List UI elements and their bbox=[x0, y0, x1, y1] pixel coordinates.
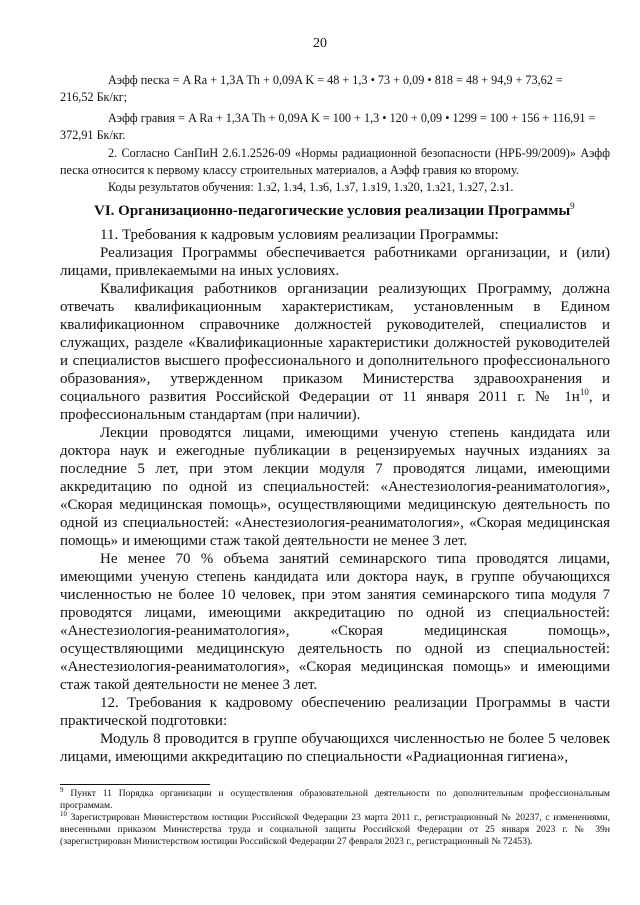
paragraph-module-8: Модуль 8 проводится в группе обучающихся численностью не более 5 человек лицами, имеющими аккредитацию по специальности «Радиационная гигиена», bbox=[60, 731, 610, 765]
footnotes bbox=[60, 785, 610, 848]
formula-gravel-result: 372,91 Бк/кг. bbox=[60, 128, 126, 142]
paragraph-11: 11. Требования к кадровым условиям реализации Программы: bbox=[100, 227, 499, 243]
footnote-10-mark: 10 bbox=[60, 809, 67, 818]
notes-block bbox=[60, 145, 610, 196]
formula-sand bbox=[60, 72, 610, 106]
footnote-9-mark: 9 bbox=[60, 785, 64, 794]
paragraph-realization: Реализация Программы обеспечивается работниками организации, и (или) лицами, привлекаемыми на иных условиях. bbox=[60, 245, 610, 279]
body-text bbox=[60, 226, 610, 766]
footnote-ref-9: 9 bbox=[570, 201, 575, 211]
footnote-9-text: Пункт 11 Порядка организации и осуществления образовательной деятельности по дополнительным профессиональным программам. bbox=[60, 788, 610, 811]
footnote-10-text: Зарегистрирован Министерством юстиции Российской Федерации 23 марта 2011 г., регистрационный № 20237, с изменениями, внесенными приказом Министерства труда и социальной защиты Российской Федерации от 25 января 2023 г. № 39н (зарегистрирован Министерством юстиции Российской Федерации 27 февраля 2023 г., регистрационный № 72453). bbox=[60, 812, 610, 847]
paragraph-seminars: Не менее 70 % объема занятий семинарского типа проводятся лицами, имеющими ученую степень кандидата или доктора наук, в группе обучающихся численностью не более 10 человек, при этом занятия семинарского типа модуля 7 проводятся лицами, имеющими аккредитацию по одной из специальностей: «Анестезиология-реаниматология», «Скорая медицинская помощь», осуществляющими медицинскую деятельность по одной из специальностей: «Анестезиология-реаниматология», «Скорая медицинская помощь» и имеющими стаж такой деятельности не менее 3 лет. bbox=[60, 551, 610, 693]
learning-codes: Коды результатов обучения: 1.з2, 1.з4, 1.з6, 1.з7, 1.з19, 1.з20, 1.з21, 1.з27, 2.з1. bbox=[108, 180, 514, 194]
footnote-9 bbox=[60, 785, 610, 812]
paragraph-12: 12. Требования к кадровому обеспечению реализации Программы в части практической подготовки: bbox=[60, 695, 610, 729]
section-heading bbox=[94, 201, 575, 220]
section-heading-text: VI. Организационно-педагогические условия реализации Программы bbox=[94, 203, 571, 219]
page-number: 20 bbox=[313, 36, 327, 51]
qualification-text-end: , и профессиональным стандартам (при наличии). bbox=[60, 389, 610, 423]
footnote-divider bbox=[60, 784, 210, 785]
paragraph-lectures: Лекции проводятся лицами, имеющими ученую степень кандидата или доктора наук и ежегодные публикации в рецензируемых научных изданиях за последние 5 лет, при этом лекции модуля 7 проводятся лицами, имеющими аккредитацию по одной из специальностей: «Анестезиология-реаниматология», «Скорая медицинская помощь», осуществляющими медицинскую деятельность по одной из специальностей: «Анестезиология-реаниматология», «Скорая медицинская помощь» и имеющими стаж такой деятельности не менее 3 лет. bbox=[60, 425, 610, 549]
formula-gravel bbox=[60, 110, 610, 144]
formula-gravel-line: Aэфф гравия = A Ra + 1,3A Th + 0,09A K = 100 + 1,3 • 120 + 0,09 • 1299 = 100 + 156 + 116,91 = bbox=[108, 111, 596, 125]
qualification-text: Квалификация работников организации реализующих Программу, должна отвечать квалификационным характеристикам, установленным в Едином квалификационном справочнике должностей руководителей, специалистов и служащих, разделе «Квалификационные характеристики должностей руководителей и специалистов высшего профессионального и дополнительного профессионального образования», утвержденном приказом Министерства здравоохранения и социального развития Российской Федерации от 11 января 2011 г. № 1н bbox=[60, 281, 610, 405]
note-2: 2. Согласно СанПиН 2.6.1.2526-09 «Нормы радиационной безопасности (НРБ-99/2009)» Aэфф песка относится к первому классу строительных материалов, а Aэфф гравия ко второму. bbox=[60, 146, 610, 177]
footnote-ref-10: 10 bbox=[579, 387, 589, 397]
formula-sand-line: Aэфф песка = A Ra + 1,3A Th + 0,09A K = 48 + 1,3 • 73 + 0,09 • 818 = 48 + 94,9 + 73,62 = bbox=[108, 73, 563, 87]
footnote-10 bbox=[60, 809, 610, 848]
formula-sand-result: 216,52 Бк/кг; bbox=[60, 90, 128, 104]
paragraph-qualification bbox=[60, 280, 610, 424]
